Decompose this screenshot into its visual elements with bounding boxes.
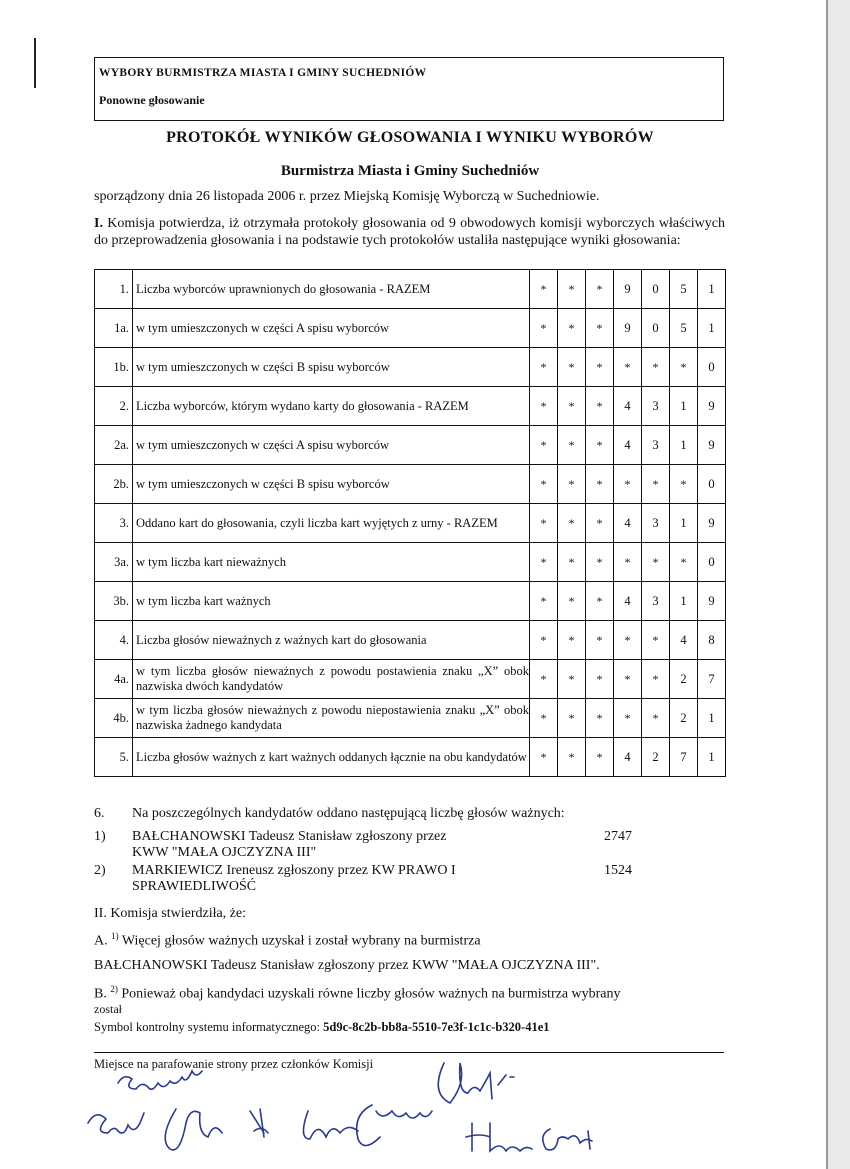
row-number: 1b. <box>95 348 133 387</box>
result-row <box>95 270 726 309</box>
row-number: 1a. <box>95 309 133 348</box>
digit-cell: 2 <box>670 699 698 738</box>
row-number: 3b. <box>95 582 133 621</box>
initials-note: Miejsce na parafowanie strony przez członków Komisji <box>94 1057 374 1071</box>
digit-cell: * <box>586 621 614 660</box>
digit-cell: 9 <box>614 270 642 309</box>
digit-cell: * <box>614 660 642 699</box>
scan-edge-shadow <box>826 0 828 1169</box>
digit-cell: 1 <box>670 387 698 426</box>
document-title: PROTOKÓŁ WYNIKÓW GŁOSOWANIA I WYNIKU WYBORÓW <box>166 129 654 146</box>
section-2-b-text: Ponieważ obaj kandydaci uzyskali równe liczby głosów ważnych na burmistrza wybrany <box>121 986 621 1002</box>
row-number: 3a. <box>95 543 133 582</box>
result-row <box>95 426 726 465</box>
candidate-line1: MARKIEWICZ Ireneusz zgłoszony przez KW PRAWO I <box>132 863 456 878</box>
row-number: 2a. <box>95 426 133 465</box>
row-description: w tym umieszczonych w części A spisu wyborców <box>133 309 530 348</box>
row-number: 4a. <box>95 660 133 699</box>
digit-cell: * <box>530 426 558 465</box>
election-round: Ponowne głosowanie <box>99 93 205 107</box>
digit-cell: 9 <box>698 426 726 465</box>
row-description: Liczba wyborców uprawnionych do głosowania - RAZEM <box>133 270 530 309</box>
row-number: 1. <box>95 270 133 309</box>
digit-cell: 9 <box>614 309 642 348</box>
digit-cell: 1 <box>670 426 698 465</box>
digit-cell: 2 <box>642 738 670 777</box>
digit-cell: 3 <box>642 582 670 621</box>
digit-cell: * <box>558 387 586 426</box>
digit-cell: 7 <box>670 738 698 777</box>
digit-cell: * <box>586 660 614 699</box>
digit-cell: 3 <box>642 387 670 426</box>
result-row <box>95 309 726 348</box>
digit-cell: 4 <box>670 621 698 660</box>
digit-cell: * <box>614 543 642 582</box>
digit-cell: * <box>530 465 558 504</box>
digit-cell: * <box>586 465 614 504</box>
section-2-b-text2: został <box>94 1001 122 1016</box>
digit-cell: * <box>586 699 614 738</box>
digit-cell: 4 <box>614 426 642 465</box>
section-6-heading <box>94 806 565 822</box>
digit-cell: 4 <box>614 738 642 777</box>
signature-4 <box>250 1109 268 1137</box>
digit-cell: 0 <box>642 270 670 309</box>
signature-8 <box>466 1123 532 1151</box>
digit-cell: * <box>558 699 586 738</box>
digit-cell: * <box>530 543 558 582</box>
digit-cell: 1 <box>698 270 726 309</box>
digit-cell: 7 <box>698 660 726 699</box>
digit-cell: 9 <box>698 582 726 621</box>
digit-cell: 4 <box>614 582 642 621</box>
row-description: w tym liczba kart ważnych <box>133 582 530 621</box>
digit-cell: * <box>642 465 670 504</box>
candidate-num: 1) <box>94 829 106 844</box>
row-description: Liczba głosów ważnych z kart ważnych oddanych łącznie na obu kandydatów <box>133 738 530 777</box>
row-description: w tym umieszczonych w części B spisu wyborców <box>133 348 530 387</box>
section-2-a <box>94 931 481 950</box>
digit-cell: * <box>530 621 558 660</box>
drawn-up-line: sporządzony dnia 26 listopada 2006 r. przez Miejską Komisję Wyborczą w Suchedniowie. <box>94 189 600 204</box>
signature-9 <box>543 1129 592 1150</box>
digit-cell: * <box>530 270 558 309</box>
digit-cell: * <box>586 738 614 777</box>
signature-1 <box>118 1071 202 1089</box>
row-description: w tym liczba kart nieważnych <box>133 543 530 582</box>
section-1-label: I. <box>94 216 103 231</box>
digit-cell: * <box>642 348 670 387</box>
candidate-votes: 1524 <box>604 863 632 878</box>
signature-7 <box>438 1063 514 1103</box>
section-2-b <box>94 982 725 1017</box>
digit-cell: 0 <box>698 465 726 504</box>
digit-cell: 1 <box>698 309 726 348</box>
digit-cell: * <box>586 582 614 621</box>
digit-cell: 8 <box>698 621 726 660</box>
digit-cell: * <box>530 660 558 699</box>
section-2-b-label: B. <box>94 986 107 1002</box>
header-box <box>94 57 724 121</box>
candidate-line2: SPRAWIEDLIWOŚĆ <box>132 879 257 894</box>
digit-cell: * <box>670 543 698 582</box>
signature-6 <box>357 1105 432 1146</box>
digit-cell: 0 <box>642 309 670 348</box>
result-row <box>95 543 726 582</box>
section-1-intro <box>94 215 725 249</box>
digit-cell: 4 <box>614 387 642 426</box>
digit-cell: * <box>614 621 642 660</box>
winner-line: BAŁCHANOWSKI Tadeusz Stanisław zgłoszony przez KWW "MAŁA OJCZYZNA III". <box>94 958 600 973</box>
row-description: w tym liczba głosów nieważnych z powodu niepostawienia znaku „X” obok nazwiska żadnego kandydata <box>133 699 530 738</box>
result-row <box>95 699 726 738</box>
row-description: w tym liczba głosów nieważnych z powodu postawienia znaku „X” obok nazwiska dwóch kandydatów <box>133 660 530 699</box>
row-number: 2. <box>95 387 133 426</box>
result-row <box>95 387 726 426</box>
row-description: Liczba wyborców, którym wydano karty do głosowania - RAZEM <box>133 387 530 426</box>
digit-cell: 2 <box>670 660 698 699</box>
signature-2 <box>88 1113 144 1133</box>
digit-cell: * <box>558 660 586 699</box>
digit-cell: 1 <box>670 504 698 543</box>
digit-cell: * <box>530 582 558 621</box>
digit-cell: * <box>586 309 614 348</box>
candidate-name <box>132 863 512 895</box>
digit-cell: * <box>670 465 698 504</box>
election-name: WYBORY BURMISTRZA MIASTA I GMINY SUCHEDNIÓW <box>99 67 427 79</box>
digit-cell: * <box>642 660 670 699</box>
candidate-line1: BAŁCHANOWSKI Tadeusz Stanisław zgłoszony przez <box>132 829 447 844</box>
digit-cell: 0 <box>698 348 726 387</box>
digit-cell: 9 <box>698 387 726 426</box>
signature-5 <box>303 1111 358 1139</box>
digit-cell: 1 <box>670 582 698 621</box>
digit-cell: * <box>642 621 670 660</box>
row-number: 2b. <box>95 465 133 504</box>
results-table <box>94 269 726 777</box>
digit-cell: * <box>558 270 586 309</box>
digit-cell: * <box>586 543 614 582</box>
digit-cell: * <box>558 426 586 465</box>
digit-cell: 4 <box>614 504 642 543</box>
digit-cell: * <box>558 621 586 660</box>
digit-cell: 3 <box>642 426 670 465</box>
section-6-num: 6. <box>94 806 105 821</box>
result-row <box>95 738 726 777</box>
result-row <box>95 504 726 543</box>
digit-cell: * <box>586 387 614 426</box>
result-row <box>95 621 726 660</box>
digit-cell: * <box>530 504 558 543</box>
digit-cell: 5 <box>670 270 698 309</box>
row-description: w tym umieszczonych w części B spisu wyborców <box>133 465 530 504</box>
digit-cell: * <box>614 699 642 738</box>
digit-cell: * <box>586 348 614 387</box>
digit-cell: * <box>530 348 558 387</box>
result-row <box>95 582 726 621</box>
digit-cell: * <box>642 543 670 582</box>
digit-cell: * <box>558 504 586 543</box>
digit-cell: * <box>586 426 614 465</box>
row-number: 4. <box>95 621 133 660</box>
section-1-text: Komisja potwierdza, iż otrzymała protokoły głosowania od 9 obwodowych komisji wyborczych właściwych do przeprowadzenia głosowania i na podstawie tych protokołów ustaliła następujące wyniki głosowania: <box>94 216 725 248</box>
row-number: 3. <box>95 504 133 543</box>
digit-cell: 1 <box>698 699 726 738</box>
digit-cell: 0 <box>698 543 726 582</box>
digit-cell: * <box>558 582 586 621</box>
digit-cell: * <box>558 348 586 387</box>
scan-edge <box>828 0 850 1169</box>
digit-cell: * <box>642 699 670 738</box>
footnote-ref-1: 1) <box>111 931 119 941</box>
control-symbol-label: Symbol kontrolny systemu informatycznego: <box>94 1020 321 1034</box>
section-2-heading: II. Komisja stwierdziła, że: <box>94 906 247 921</box>
digit-cell: * <box>670 348 698 387</box>
digit-cell: * <box>614 348 642 387</box>
digit-cell: * <box>530 738 558 777</box>
digit-cell: 3 <box>642 504 670 543</box>
row-description: w tym umieszczonych w części A spisu wyborców <box>133 426 530 465</box>
row-number: 4b. <box>95 699 133 738</box>
section-6-text: Na poszczególnych kandydatów oddano następującą liczbę głosów ważnych: <box>132 806 565 821</box>
handwritten-signatures <box>80 1045 640 1169</box>
digit-cell: * <box>530 387 558 426</box>
section-2-a-label: A. <box>94 933 108 949</box>
result-row <box>95 465 726 504</box>
digit-cell: * <box>586 270 614 309</box>
digit-cell: 5 <box>670 309 698 348</box>
digit-cell: * <box>558 543 586 582</box>
digit-cell: * <box>614 465 642 504</box>
digit-cell: * <box>586 504 614 543</box>
candidate-line2: KWW "MAŁA OJCZYZNA III" <box>132 845 317 860</box>
candidate-votes: 2747 <box>604 829 632 844</box>
signature-3 <box>165 1109 222 1150</box>
digit-cell: * <box>558 309 586 348</box>
candidate-name <box>132 829 512 861</box>
row-number: 5. <box>95 738 133 777</box>
document-subtitle: Burmistrza Miasta i Gminy Suchedniów <box>280 163 540 179</box>
digit-cell: * <box>530 309 558 348</box>
row-description: Liczba głosów nieważnych z ważnych kart do głosowania <box>133 621 530 660</box>
digit-cell: * <box>558 465 586 504</box>
result-row <box>95 348 726 387</box>
digit-cell: 1 <box>698 738 726 777</box>
control-symbol-value: 5d9c-8c2b-bb8a-5510-7e3f-1c1c-b320-41e1 <box>323 1020 550 1034</box>
control-symbol <box>94 1020 550 1035</box>
row-description: Oddano kart do głosowania, czyli liczba kart wyjętych z urny - RAZEM <box>133 504 530 543</box>
candidate-num: 2) <box>94 863 106 878</box>
result-row <box>95 660 726 699</box>
section-2-a-text: Więcej głosów ważnych uzyskał i został wybrany na burmistrza <box>121 933 481 949</box>
footnote-ref-2: 2) <box>110 984 118 994</box>
margin-mark <box>34 38 36 88</box>
digit-cell: * <box>530 699 558 738</box>
digit-cell: * <box>558 738 586 777</box>
digit-cell: 9 <box>698 504 726 543</box>
